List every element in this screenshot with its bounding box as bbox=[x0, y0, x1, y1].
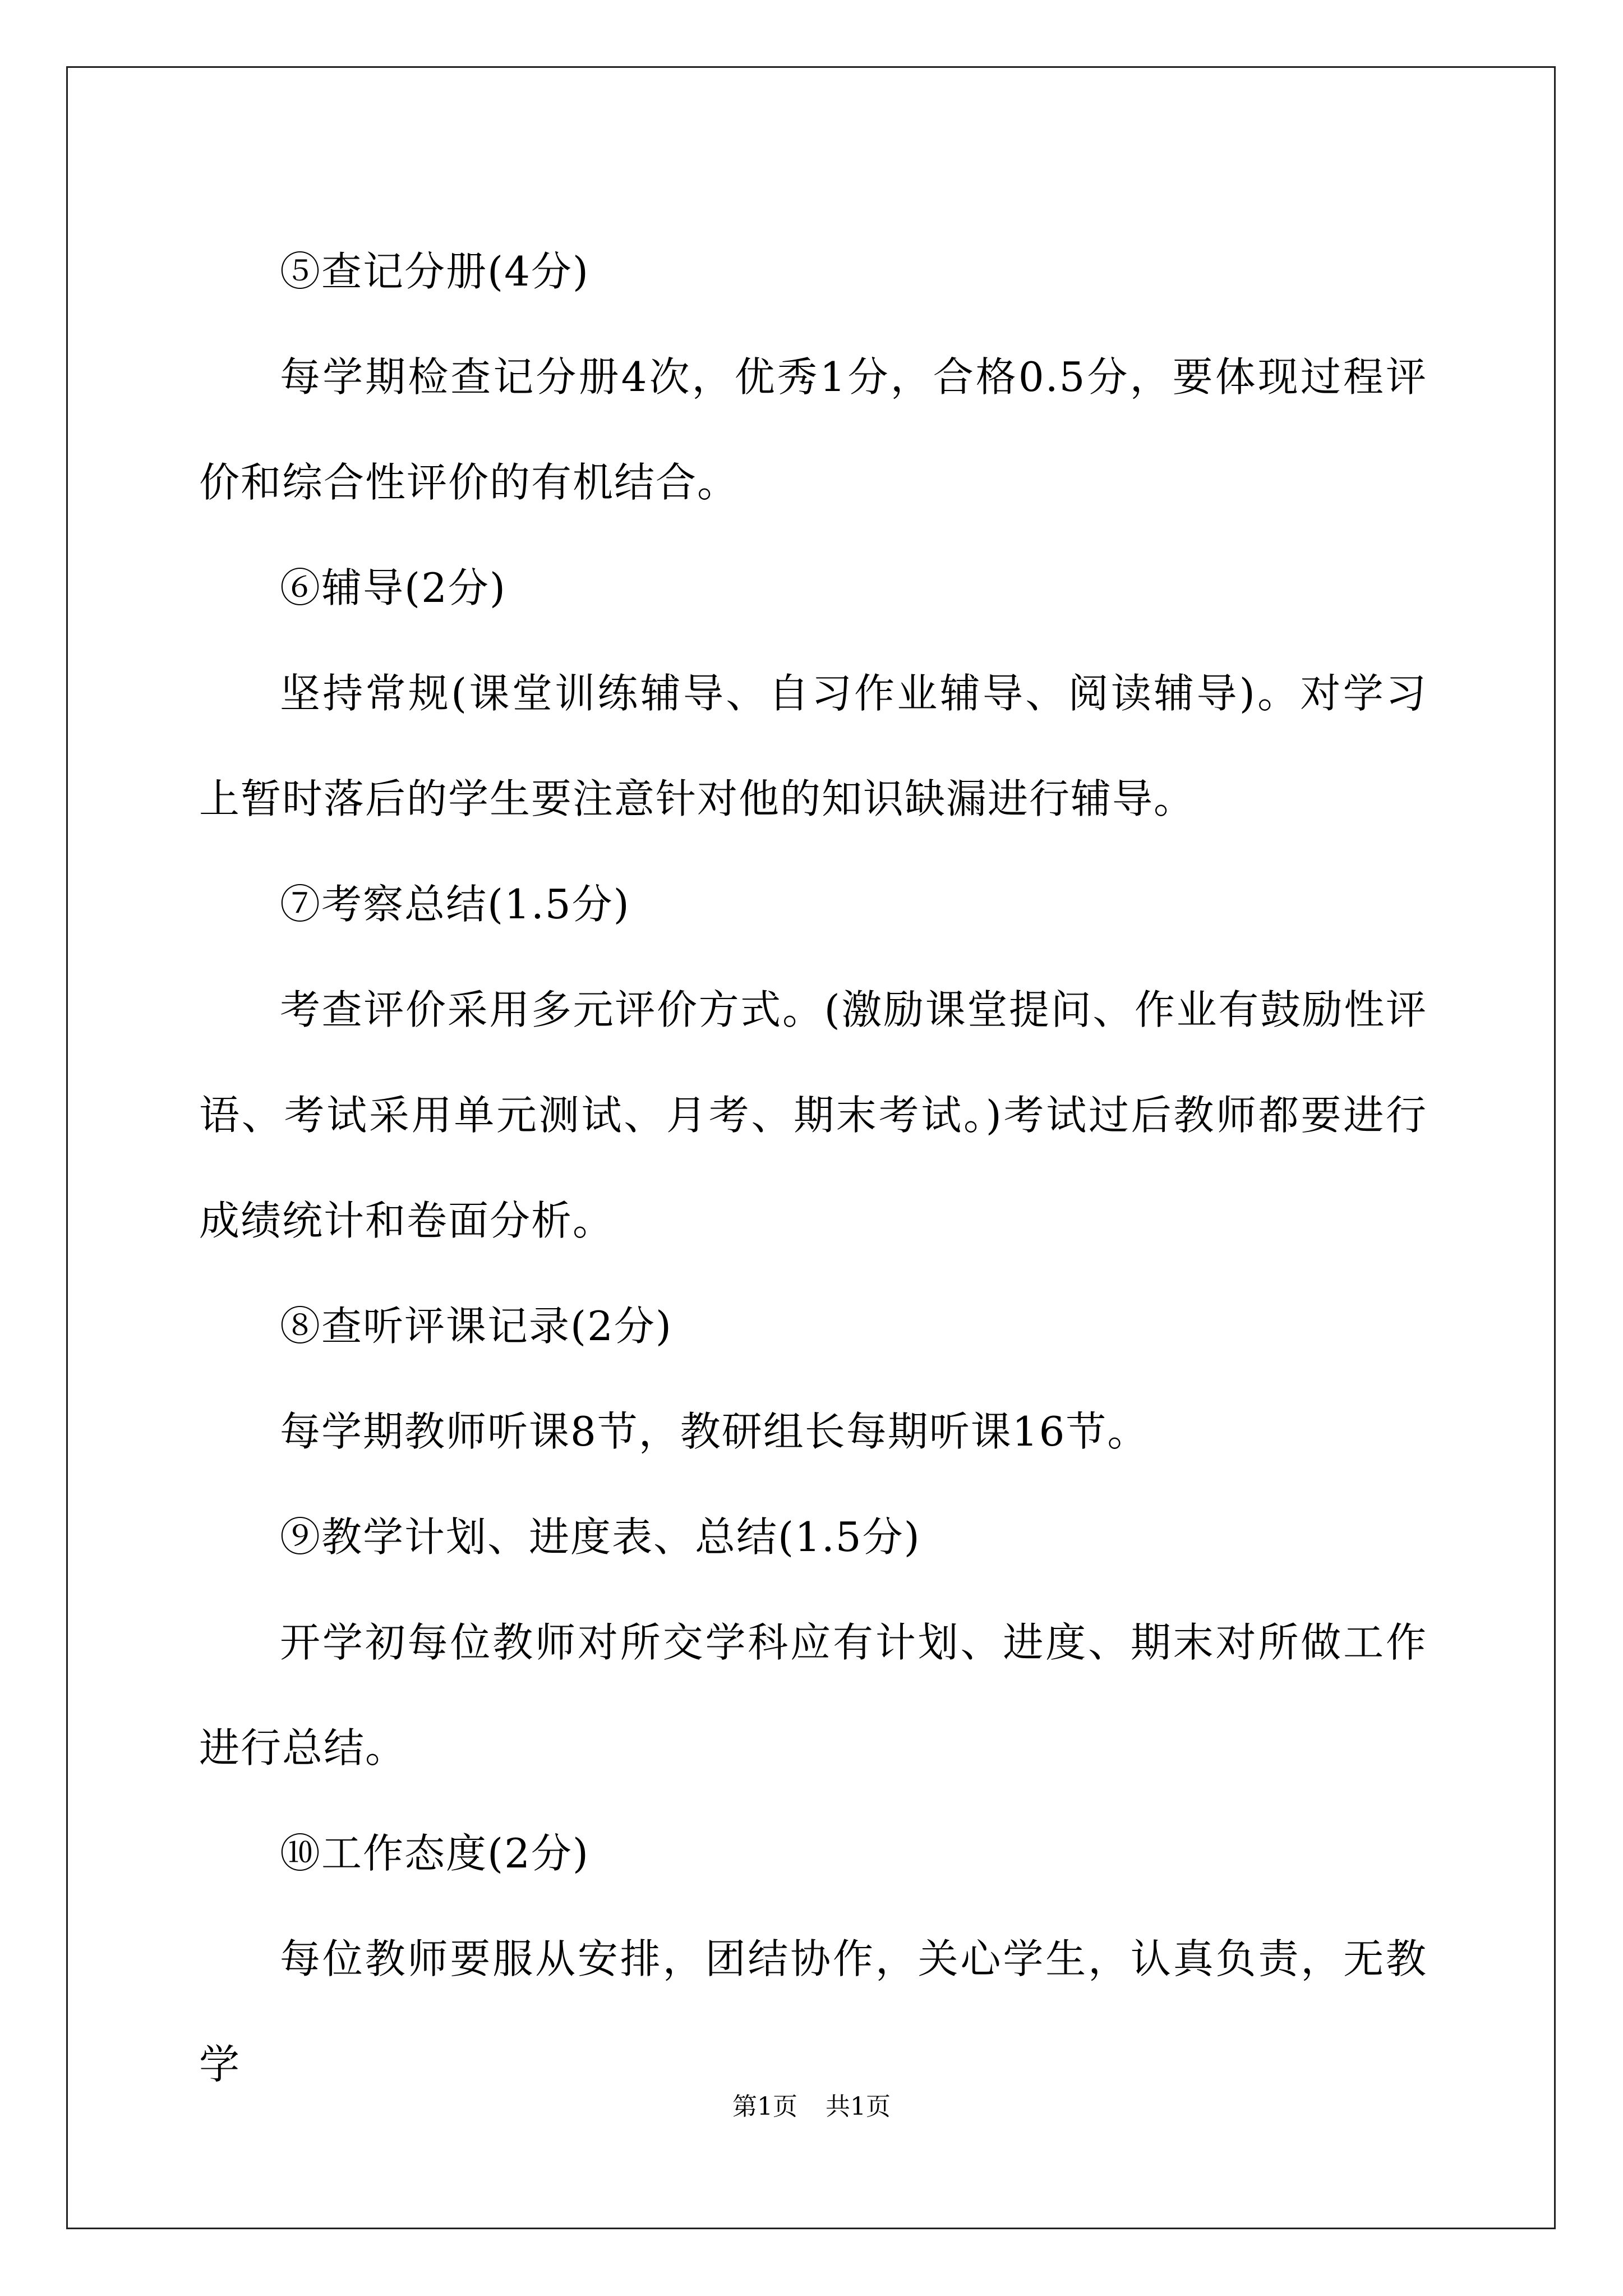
page-footer bbox=[0, 2090, 1623, 2124]
section-heading-work-attitude: ⑩工作态度(2分) bbox=[280, 1830, 589, 1877]
page-total: 共1页 bbox=[826, 2092, 891, 2121]
page-number: 第1页 bbox=[732, 2092, 797, 2121]
section-heading-tutoring: ⑥辅导(2分) bbox=[280, 564, 506, 611]
document-body bbox=[199, 219, 1427, 2117]
section-heading-lesson-observation: ⑧查听评课记录(2分) bbox=[280, 1303, 672, 1350]
section-heading-assessment: ⑦考察总结(1.5分) bbox=[280, 881, 630, 928]
paragraph-lesson-observation: 每学期教师听课8节，教研组长每期听课16节。 bbox=[280, 1408, 1149, 1455]
paragraph-teaching-plan: 开学初每位教师对所交学科应有计划、进度、期末对所做工作进行总结。 bbox=[199, 1619, 1427, 1772]
paragraph-assessment: 考查评价采用多元评价方式。(激励课堂提问、作业有鼓励性评语、考试采用单元测试、月考、期末考试。)考试过后教师都要进行成绩统计和卷面分析。 bbox=[199, 986, 1427, 1244]
section-heading-record-book: ⑤查记分册(4分) bbox=[280, 248, 589, 295]
paragraph-record-book: 每学期检查记分册4次，优秀1分，合格0.5分，要体现过程评价和综合性评价的有机结合。 bbox=[199, 353, 1427, 506]
paragraph-tutoring: 坚持常规(课堂训练辅导、自习作业辅导、阅读辅导)。对学习上暂时落后的学生要注意针对他的知识缺漏进行辅导。 bbox=[199, 670, 1427, 822]
section-heading-teaching-plan: ⑨教学计划、进度表、总结(1.5分) bbox=[280, 1513, 921, 1561]
paragraph-work-attitude: 每位教师要服从安排，团结协作，关心学生，认真负责，无教学 bbox=[199, 1935, 1427, 2088]
